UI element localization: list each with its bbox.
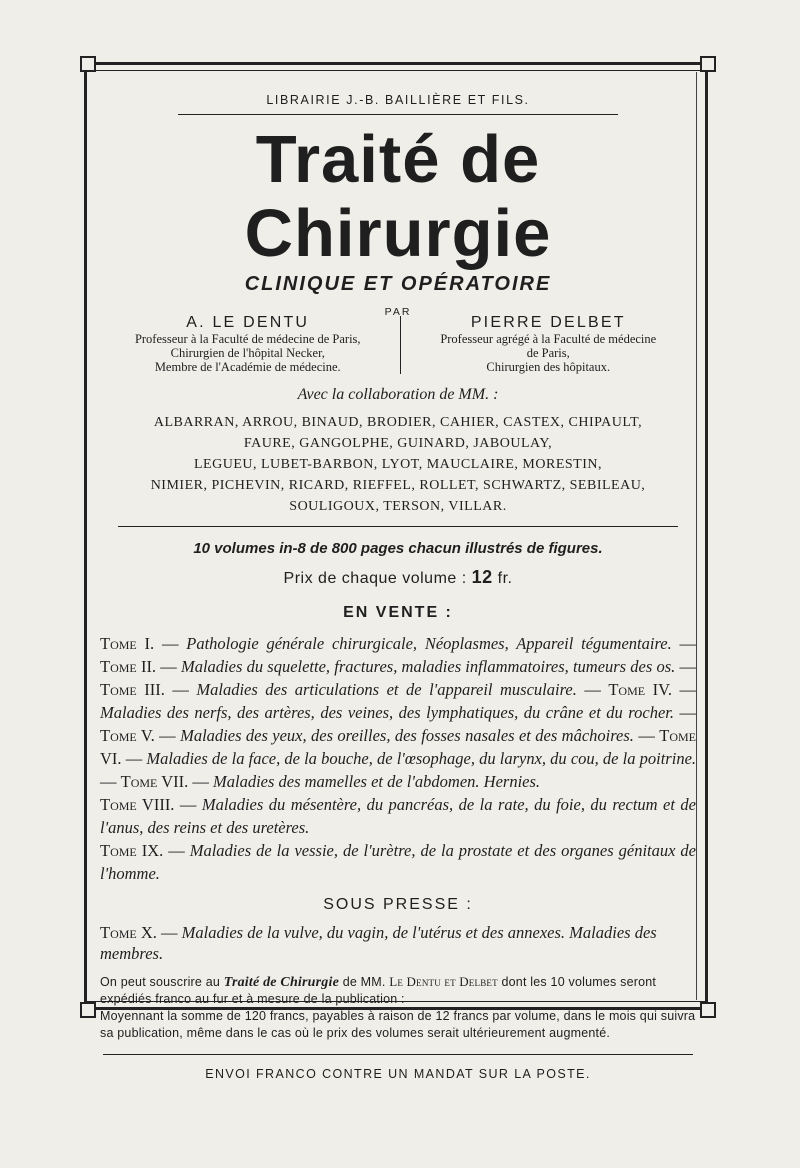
collaborators-list bbox=[100, 412, 696, 517]
divider bbox=[178, 114, 618, 115]
price-prefix: Prix de chaque volume : bbox=[283, 570, 472, 587]
author-credential: Membre de l'Académie de médecine. bbox=[154, 360, 341, 374]
par-label: PAR bbox=[384, 306, 412, 318]
divider bbox=[103, 1054, 693, 1055]
collaborators-line: LEGUEU, LUBET-BARBON, LYOT, MAUCLAIRE, MORESTIN, bbox=[194, 457, 602, 472]
tome-label: Tome IX. bbox=[100, 841, 164, 860]
tome-list: Tome I. — Pathologie générale chirurgicale, Néoplasmes, Appareil tégumentaire. — Tome II. — Maladies du squelette, fractures, maladies inflammatoires, tumeurs des os. — Tome III. — Maladies des articulations et de l'appareil musculaire. — Tome IV. — Maladies des nerfs, des artères, des veines, des lymphatiques, du crâne et du rocher. — Tome V. — Maladies des yeux, des oreilles, des fosses nasales et des mâchoires. — Tome VI. — Maladies de la face, de la bouche, de l'œsophage, du larynx, du cou, de la poitrine. — Tome VII. — Maladies des mamelles et de l'abdomen. Hernies. Tome VIII. — Maladies du mésentère, du pancréas, de la rate, du foie, du rectum et de l'anus, des reins et des uretères. Tome IX. — Maladies de la vessie, de l'urètre, de la prostate et des organes génitaux de l'homme. bbox=[100, 634, 697, 883]
author-credential: Chirurgien de l'hôpital Necker, bbox=[170, 346, 325, 360]
author-delbet bbox=[401, 316, 697, 374]
author-name: A. LE DENTU bbox=[186, 314, 310, 331]
tome-label: Tome III. bbox=[100, 680, 165, 699]
tome-title: Maladies de la vessie, de l'urètre, de la prostate et des organes génitaux de l'homme. bbox=[100, 841, 696, 883]
collaborators-line: FAURE, GANGOLPHE, GUINARD, JABOULAY, bbox=[243, 436, 553, 451]
author-credential: de Paris, bbox=[526, 346, 570, 360]
footer-note: ENVOI FRANCO CONTRE UN MANDAT SUR LA POSTE. bbox=[205, 1067, 591, 1081]
tome-title: Maladies des articulations et de l'appareil musculaire. bbox=[196, 680, 577, 699]
tome-label: Tome X. bbox=[100, 923, 157, 942]
collaboration-heading: Avec la collaboration de MM. : bbox=[297, 386, 499, 403]
collaborators-line: ALBARRAN, ARROU, BINAUD, BRODIER, CAHIER, CASTEX, CHIPAULT, bbox=[153, 415, 643, 430]
tome-title: Maladies des nerfs, des artères, des veines, des lymphatiques, du crâne et du rocher. bbox=[100, 703, 674, 722]
corner-ornament bbox=[700, 1002, 716, 1018]
publisher-line: LIBRAIRIE J.-B. BAILLIÈRE ET FILS. bbox=[266, 93, 530, 107]
text-fragment: dont les 10 volumes seront expédiés franco au fur et à mesure de la publication : bbox=[100, 975, 657, 1006]
sous-presse-heading: SOUS PRESSE : bbox=[323, 896, 473, 913]
tome-label: Tome IV. bbox=[608, 680, 672, 699]
tome-title: Pathologie générale chirurgicale, Néoplasmes, Appareil tégumentaire. bbox=[186, 634, 672, 653]
volumes-line: 10 volumes in-8 de 800 pages chacun illustrés de figures. bbox=[193, 540, 603, 557]
subtitle: CLINIQUE ET OPÉRATOIRE bbox=[244, 273, 552, 295]
author-le-dentu bbox=[100, 316, 401, 374]
advertisement bbox=[100, 70, 696, 1081]
en-vente-heading: EN VENTE : bbox=[343, 604, 453, 621]
price-line bbox=[100, 567, 696, 588]
border-inner-line bbox=[696, 72, 697, 1000]
collaborators-line: NIMIER, PICHEVIN, RICARD, RIEFFEL, ROLLET, SCHWARTZ, SEBILEAU, bbox=[150, 478, 646, 493]
author-credential: Professeur à la Faculté de médecine de Paris, bbox=[134, 332, 361, 346]
tome-label: Tome VII. bbox=[120, 772, 189, 791]
subscription-paragraph bbox=[100, 973, 696, 1008]
author-credential: Professeur agrégé à la Faculté de médecine bbox=[440, 332, 657, 346]
tome-label: Tome VIII. bbox=[100, 795, 175, 814]
tome-title: Maladies du mésentère, du pancréas, de la rate, du foie, du rectum et de l'anus, des reins et des uretères. bbox=[100, 795, 696, 837]
text-fragment: de MM. bbox=[339, 975, 390, 989]
tome-label: Tome VI. bbox=[100, 726, 696, 768]
tome-upcoming: Tome X. — Maladies de la vulve, du vagin, de l'utérus et des annexes. Maladies des membres. bbox=[100, 923, 657, 963]
tome-title: Maladies de la face, de la bouche, de l'œsophage, du larynx, du cou, de la poitrine. bbox=[146, 749, 697, 768]
tome-title: Maladies des mamelles et de l'abdomen. Hernies. bbox=[212, 772, 541, 791]
work-title: Traité de Chirurgie bbox=[223, 975, 340, 990]
corner-ornament bbox=[80, 1002, 96, 1018]
price-amount: 12 bbox=[471, 567, 493, 587]
tome-title: Maladies des yeux, des oreilles, des fosses nasales et des mâchoires. bbox=[180, 726, 634, 745]
subscription-paragraph: Moyennant la somme de 120 francs, payables à raison de 12 francs par volume, dans le mois qui suivra sa publication, même dans le cas où le prix des volumes serait ultérieurement augmenté. bbox=[100, 1009, 696, 1040]
page-title: Traité de Chirurgie bbox=[244, 122, 552, 271]
author-name: PIERRE DELBET bbox=[470, 314, 626, 331]
corner-ornament bbox=[80, 56, 96, 72]
collaborators-line: SOULIGOUX, TERSON, VILLAR. bbox=[289, 499, 507, 514]
tome-label: Tome II. bbox=[100, 657, 157, 676]
tome-label: Tome V. bbox=[100, 726, 155, 745]
divider bbox=[118, 526, 678, 527]
authors bbox=[100, 316, 696, 374]
authors-small-caps: Le Dentu et Delbet bbox=[389, 974, 498, 989]
subscription-terms bbox=[100, 973, 696, 1042]
tome-label: Tome I. bbox=[100, 634, 155, 653]
author-credential: Chirurgien des hôpitaux. bbox=[486, 360, 611, 374]
text-fragment: On peut souscrire au bbox=[100, 975, 224, 989]
tome-title: Maladies de la vulve, du vagin, de l'utérus et des annexes. Maladies des membres. bbox=[100, 923, 657, 963]
corner-ornament bbox=[700, 56, 716, 72]
tome-title: Maladies du squelette, fractures, maladies inflammatoires, tumeurs des os. bbox=[180, 657, 676, 676]
price-suffix: fr. bbox=[492, 570, 513, 587]
